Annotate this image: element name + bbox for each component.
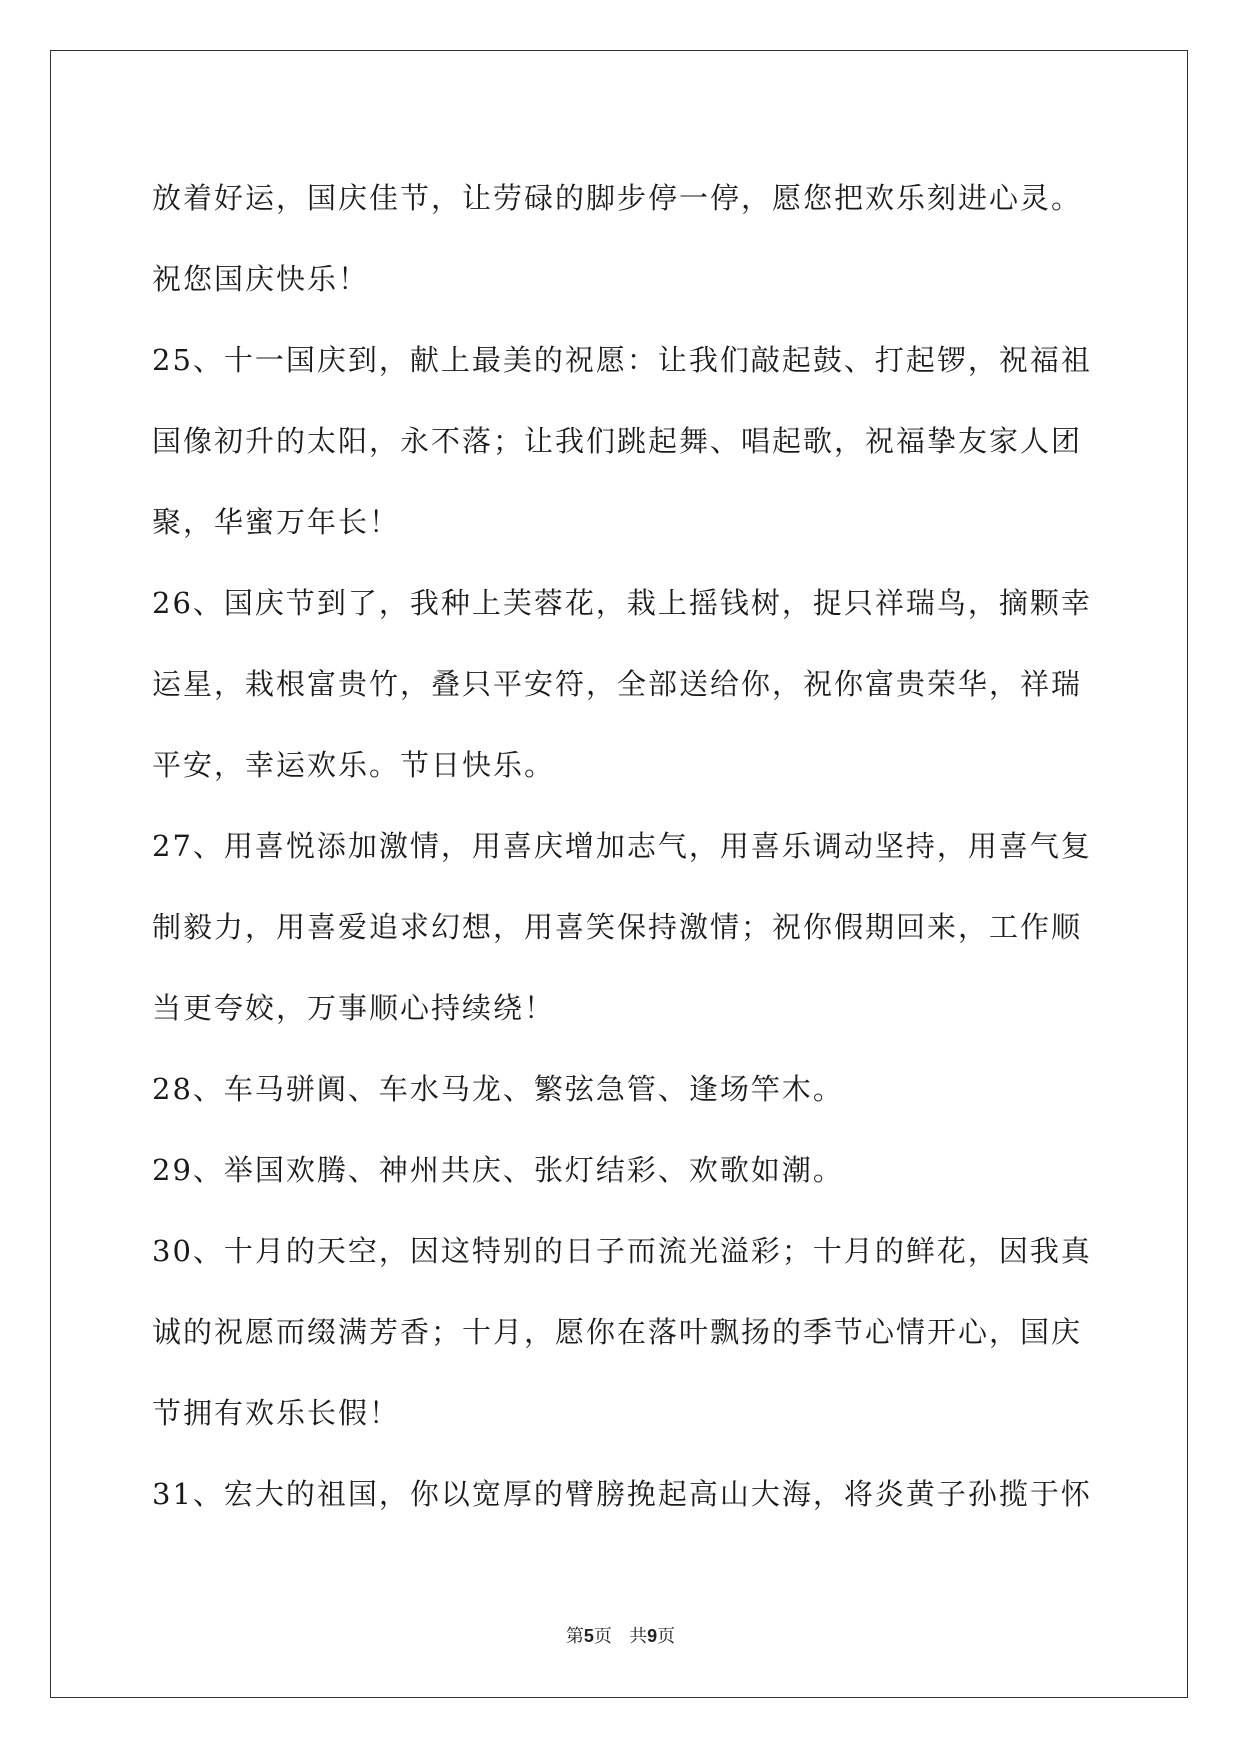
current-page-number: 5 <box>583 1626 594 1646</box>
total-prefix: 共 <box>629 1626 648 1647</box>
text-line: 放着好运，国庆佳节，让劳碌的脚步停一停，愿您把欢乐刻进心灵。 <box>152 181 1083 215</box>
text-line: 25、十一国庆到，献上最美的祝愿：让我们敲起鼓、打起锣，祝福祖 <box>152 343 1092 377</box>
page-prefix: 第 <box>565 1626 584 1647</box>
text-line: 26、国庆节到了，我种上芙蓉花，栽上摇钱树，捉只祥瑞鸟，摘颗幸 <box>152 586 1092 620</box>
text-line: 平安，幸运欢乐。节日快乐。 <box>152 748 556 782</box>
total-suffix: 页 <box>657 1626 676 1647</box>
text-line: 聚，华蜜万年长！ <box>152 505 401 539</box>
text-line: 节拥有欢乐长假！ <box>152 1396 401 1430</box>
text-line: 29、举国欢腾、神州共庆、张灯结彩、欢歌如潮。 <box>152 1153 844 1187</box>
text-line: 国像初升的太阳，永不落；让我们跳起舞、唱起歌，祝福挚友家人团 <box>152 424 1083 458</box>
text-line: 28、车马骈阗、车水马龙、繁弦急管、逢场竿木。 <box>152 1072 844 1106</box>
text-line: 27、用喜悦添加激情，用喜庆增加志气，用喜乐调动坚持，用喜气复 <box>152 829 1092 863</box>
total-page-number: 9 <box>647 1626 658 1646</box>
text-line: 祝您国庆快乐！ <box>152 262 370 296</box>
document-body <box>152 158 1092 1535</box>
page-footer <box>0 1622 1241 1648</box>
text-line: 30、十月的天空，因这特别的日子而流光溢彩；十月的鲜花，因我真 <box>152 1234 1092 1268</box>
text-line: 当更夸姣，万事顺心持续绕！ <box>152 991 556 1025</box>
page-suffix: 页 <box>593 1626 612 1647</box>
text-line: 制毅力，用喜爱追求幻想，用喜笑保持激情；祝你假期回来，工作顺 <box>152 910 1083 944</box>
text-line: 31、宏大的祖国，你以宽厚的臂膀挽起高山大海，将炎黄子孙揽于怀 <box>152 1477 1092 1511</box>
text-line: 诚的祝愿而缀满芳香；十月，愿你在落叶飘扬的季节心情开心，国庆 <box>152 1315 1083 1349</box>
text-line: 运星，栽根富贵竹，叠只平安符，全部送给你，祝你富贵荣华，祥瑞 <box>152 667 1083 701</box>
